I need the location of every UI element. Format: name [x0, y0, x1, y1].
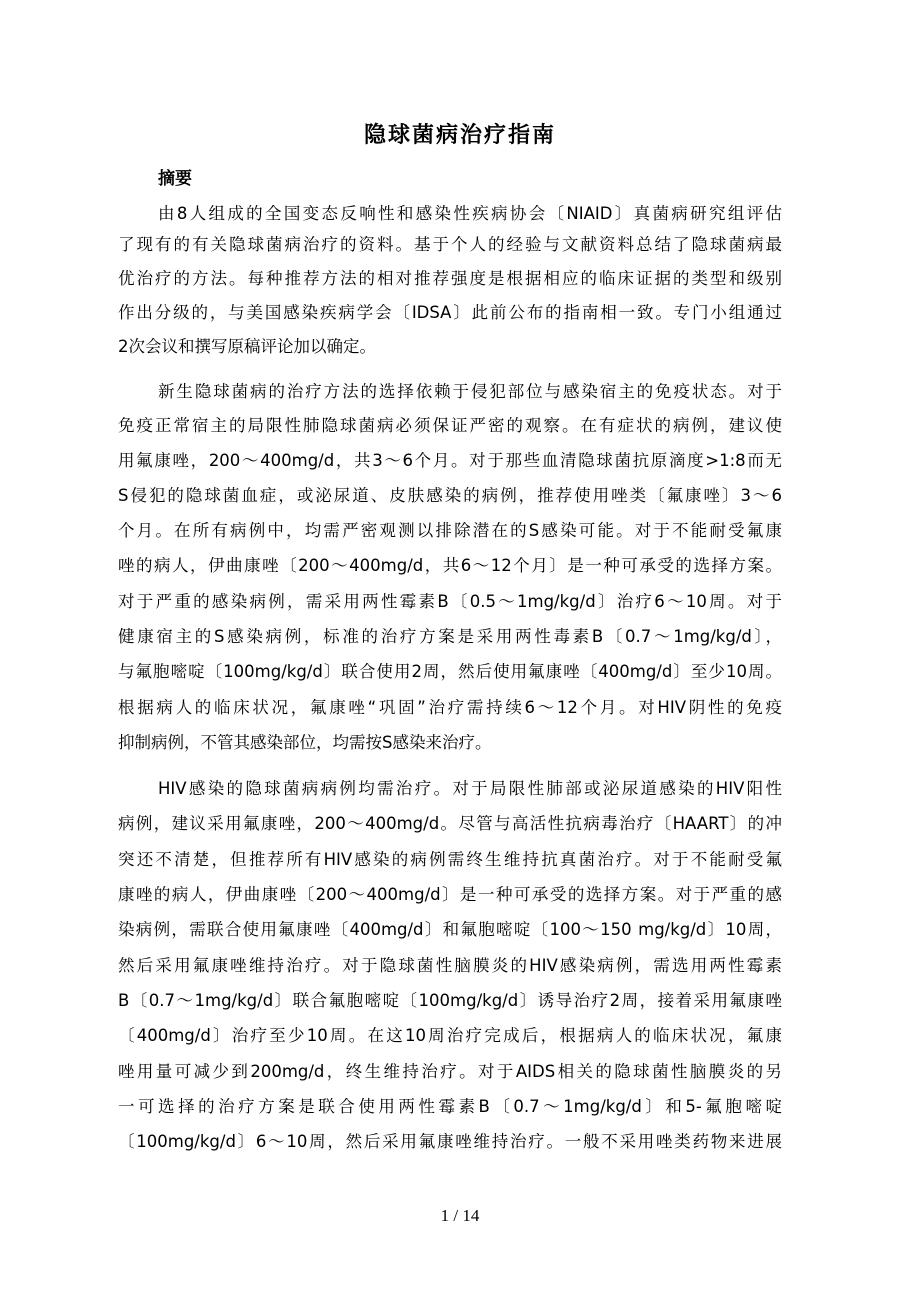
- paragraph-2-line-5: 个月。在所有病例中，均需严密观测以排除潜在的S感染可能。对于不能耐受氟康: [118, 521, 782, 540]
- paragraph-2-line-1: 新生隐球菌病的治疗方法的选择依赖于侵犯部位与感染宿主的免疫状态。对于: [158, 382, 782, 401]
- paragraph-2-line-9: 与氟胞嘧啶〔100mg/kg/d〕联合使用2周，然后使用氟康唑〔400mg/d〕至少10周。: [118, 662, 782, 681]
- paragraph-3-line-1: HIV感染的隐球菌病病例均需治疗。对于局限性肺部或泌尿道感染的HIV阳性: [158, 779, 782, 798]
- paragraph-3-line-11: 〔100mg/kg/d〕6～10周，然后采用氟康唑维持治疗。一般不采用唑类药物来进展: [118, 1132, 782, 1151]
- paragraph-3-line-6: 然后采用氟康唑维持治疗。对于隐球菌性脑膜炎的HIV感染病例，需选用两性霉素: [118, 956, 782, 975]
- paragraph-1-line-1: 由8人组成的全国变态反响性和感染性疾病协会〔NIAID〕真菌病研究组评估: [158, 204, 782, 223]
- paragraph-2-line-3: 用氟康唑，200～400mg/d，共3～6个月。对于那些血清隐球菌抗原滴度>1:8而无: [118, 451, 782, 470]
- paragraph-2-line-2: 免疫正常宿主的局限性肺隐球菌病必须保证严密的观察。在有症状的病例，建议使: [118, 416, 782, 435]
- paragraph-3-line-10: 一可选择的治疗方案是联合使用两性霉素B〔0.7～1mg/kg/d〕和5-氟胞嘧啶: [118, 1097, 782, 1116]
- paragraph-1-line-3: 优治疗的方法。每种推荐方法的相对推荐强度是根据相应的临床证据的类型和级别: [118, 269, 782, 288]
- paragraph-3-line-2: 病例，建议采用氟康唑，200～400mg/d。尽管与高活性抗病毒治疗〔HAART〕的冲: [118, 814, 782, 833]
- paragraph-2-line-10: 根据病人的临床状况，氟康唑“巩固”治疗需持续6～12个月。对HIV阴性的免疫: [118, 698, 782, 717]
- paragraph-2-line-4: S侵犯的隐球菌血症，或泌尿道、皮肤感染的病例，推荐使用唑类〔氟康唑〕3～6: [118, 486, 782, 505]
- paragraph-3-line-4: 康唑的病人，伊曲康唑〔200～400mg/d〕是一种可承受的选择方案。对于严重的感: [118, 885, 782, 904]
- paragraph-1-line-4: 作出分级的，与美国感染疾病学会〔IDSA〕此前公布的指南相一致。专门小组通过: [118, 303, 782, 322]
- paragraph-3-line-7: B〔0.7～1mg/kg/d〕联合氟胞嘧啶〔100mg/kg/d〕诱导治疗2周，接着采用氟康唑: [118, 991, 782, 1010]
- document-title: 隐球菌病治疗指南: [363, 123, 556, 148]
- paragraph-2-line-6: 唑的病人，伊曲康唑〔200～400mg/d，共6～12个月〕是一种可承受的选择方案。: [118, 556, 782, 575]
- paragraph-2-line-7: 对于严重的感染病例，需采用两性霉素B〔0.5～1mg/kg/d〕治疗6～10周。对于: [118, 592, 782, 611]
- paragraph-3-line-9: 唑用量可减少到200mg/d，终生维持治疗。对于AIDS相关的隐球菌性脑膜炎的另: [118, 1062, 782, 1081]
- page-number: 1 / 14: [440, 1206, 480, 1225]
- paragraph-3-line-8: 〔400mg/d〕治疗至少10周。在这10周治疗完成后，根据病人的临床状况，氟康: [118, 1026, 782, 1045]
- paragraph-2-line-8: 健康宿主的S感染病例，标准的治疗方案是采用两性毒素B〔0.7～1mg/kg/d〕，: [118, 627, 782, 646]
- paragraph-3-line-5: 染病例，需联合使用氟康唑〔400mg/d〕和氟胞嘧啶〔100～150 mg/kg/d〕10周，: [118, 920, 782, 939]
- paragraph-1-line-5: 2次会议和撰写原稿评论加以确定。: [118, 337, 376, 356]
- paragraph-3-line-3: 突还不清楚，但推荐所有HIV感染的病例需终生维持抗真菌治疗。对于不能耐受氟: [118, 850, 782, 869]
- paragraph-1-line-2: 了现有的有关隐球菌病治疗的资料。基于个人的经验与文献资料总结了隐球菌病最: [118, 235, 782, 254]
- paragraph-2-line-11: 抑制病例，不管其感染部位，均需按S感染来治疗。: [118, 733, 492, 752]
- abstract-heading: 摘要: [158, 169, 192, 189]
